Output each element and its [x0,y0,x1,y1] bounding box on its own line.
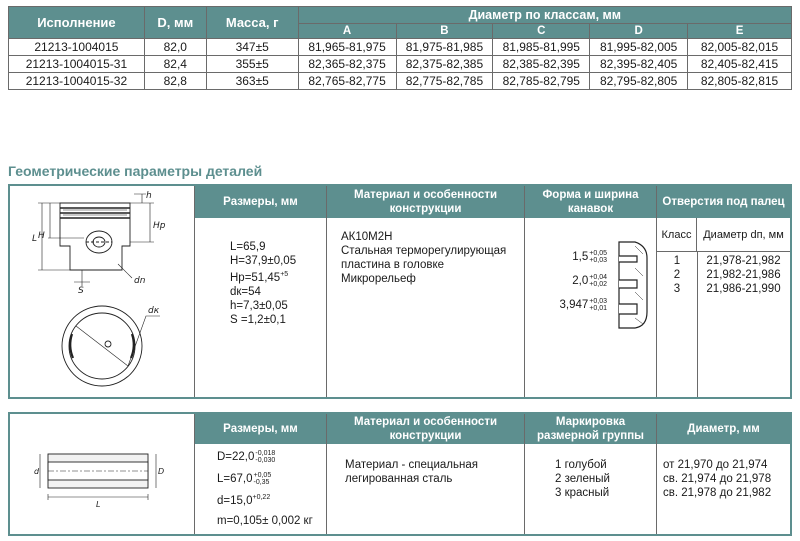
piston-versions-table [8,6,792,90]
header-version: Исполнение [9,7,145,39]
table-row [9,73,792,90]
section-title: Геометрические параметры деталей [8,163,263,179]
material-line-3: пластина в головке [341,259,445,271]
dim-H: H=37,9±0,05 [230,255,297,267]
header-diameter: Диаметр, мм [657,414,790,444]
label-S: S [78,286,84,296]
piston-drawing [10,186,194,397]
cell-version: 21213-1004015-32 [9,73,145,90]
list-item: св. 21,978 до 21,982 [663,487,772,499]
dim-h: h=7,3±0,05 [230,299,288,312]
table-row [9,39,792,56]
header-class-c: C [493,24,590,39]
material-line-4: Микрорельеф [341,273,416,285]
material-line-2: легированная сталь [345,473,453,485]
pin-panel [8,412,792,536]
header-class-d: D [590,24,688,39]
groove-profile-drawing [617,240,651,330]
label-L: L [96,500,101,509]
list-item: 1 голубой [555,459,607,471]
header-cls: Класс [657,218,697,252]
cell-class-c: 82,785-82,795 [493,73,590,90]
label-dk: dк [148,306,160,316]
material-line-1: АК10М2Н [341,231,393,243]
piston-dims-column [194,186,326,397]
pin-dims-column [194,414,326,534]
label-Hp: Hp [153,221,166,231]
cell-class-b: 81,975-81,985 [396,39,493,56]
cell-mass: 355±5 [206,56,298,73]
piston-drawing-cell [10,186,194,397]
dim-m: m=0,105± 0,002 кг [217,515,313,527]
header-diameter-group: Диаметр по классам, мм [298,7,791,24]
list-item: 1 21,978-21,982 [673,255,781,267]
header-dims: Размеры, мм [195,414,326,444]
pin-drawing [10,414,194,534]
cell-d: 82,4 [144,56,206,73]
header-material: Материал и особенности конструкции [327,414,524,444]
label-h: h [146,191,152,201]
cell-class-e: 82,805-82,815 [688,73,792,90]
dim-D: D=22,0 -0,018 -0,030 [217,450,276,464]
cell-version: 21213-1004015 [9,39,145,56]
dim-L: L=67,0 +0,05 -0,35 [217,472,272,486]
cell-mass: 347±5 [206,39,298,56]
cell-class-a: 82,365-82,375 [298,56,396,73]
list-item: св. 21,974 до 21,978 [663,473,772,485]
header-class-e: E [688,24,792,39]
piston-grooves-column [524,186,656,397]
header-d: D, мм [144,7,206,39]
header-mass: Масса, г [206,7,298,39]
cell-class-a: 82,765-82,775 [298,73,396,90]
cell-class-e: 82,005-82,015 [688,39,792,56]
pin-material-column [326,414,524,534]
cell-class-a: 81,965-81,975 [298,39,396,56]
cell-mass: 363±5 [206,73,298,90]
dim-dk: dк=54 [230,285,261,298]
dim-L: L=65,9 [230,241,266,253]
material-line-2: Стальная терморегулирующая [341,245,507,257]
label-dn: dn [134,276,146,286]
header-marking: Маркировка размерной группы [525,414,656,444]
piston-panel [8,184,792,399]
cell-class-b: 82,375-82,385 [396,56,493,73]
dim-S: S =1,2±0,1 [230,313,286,326]
cell-d: 82,8 [144,73,206,90]
piston-holes-column [656,186,790,397]
cell-class-c: 82,385-82,395 [493,56,590,73]
cell-class-b: 82,775-82,785 [396,73,493,90]
dim-d: $d=15,0^{+0,22}$ [217,494,271,507]
pin-marking-column [524,414,656,534]
list-item: 2 21,982-21,986 [673,269,781,281]
header-class-a: A [298,24,396,39]
label-L: L [32,234,38,244]
header-dims: Размеры, мм [195,186,326,218]
material-line-1: Материал - специальная [345,459,478,471]
piston-material-column [326,186,524,397]
cell-class-d: 81,995-82,005 [590,39,688,56]
groove-3: 3,947 +0,03 +0,01 [559,298,607,312]
pin-drawing-cell [10,414,194,534]
groove-1: 1,5 +0,05 +0,03 [572,250,607,264]
list-item: 3 21,986-21,990 [673,283,781,295]
header-grooves: Форма и ширина канавок [525,186,656,218]
header-class-b: B [396,24,493,39]
dim-Hp: $Hp=51,45^{+5}$ [230,271,289,284]
label-d: d [34,467,40,476]
header-diam: Диаметр dп, мм [697,218,790,252]
cell-version: 21213-1004015-31 [9,56,145,73]
cell-class-d: 82,395-82,405 [590,56,688,73]
list-item: от 21,970 до 21,974 [663,459,768,471]
cell-class-e: 82,405-82,415 [688,56,792,73]
cell-class-c: 81,985-81,995 [493,39,590,56]
header-holes: Отверстия под палец [657,186,790,218]
cell-class-d: 82,795-82,805 [590,73,688,90]
cell-d: 82,0 [144,39,206,56]
list-item: 2 зеленый [555,473,610,485]
header-material: Материал и особенности конструкции [327,186,524,218]
groove-2: 2,0 +0,04 +0,02 [572,274,607,288]
pin-diameter-column [656,414,790,534]
label-D: D [158,467,165,476]
table-row [9,56,792,73]
label-H: H [38,231,45,241]
list-item: 3 красный [555,487,610,499]
